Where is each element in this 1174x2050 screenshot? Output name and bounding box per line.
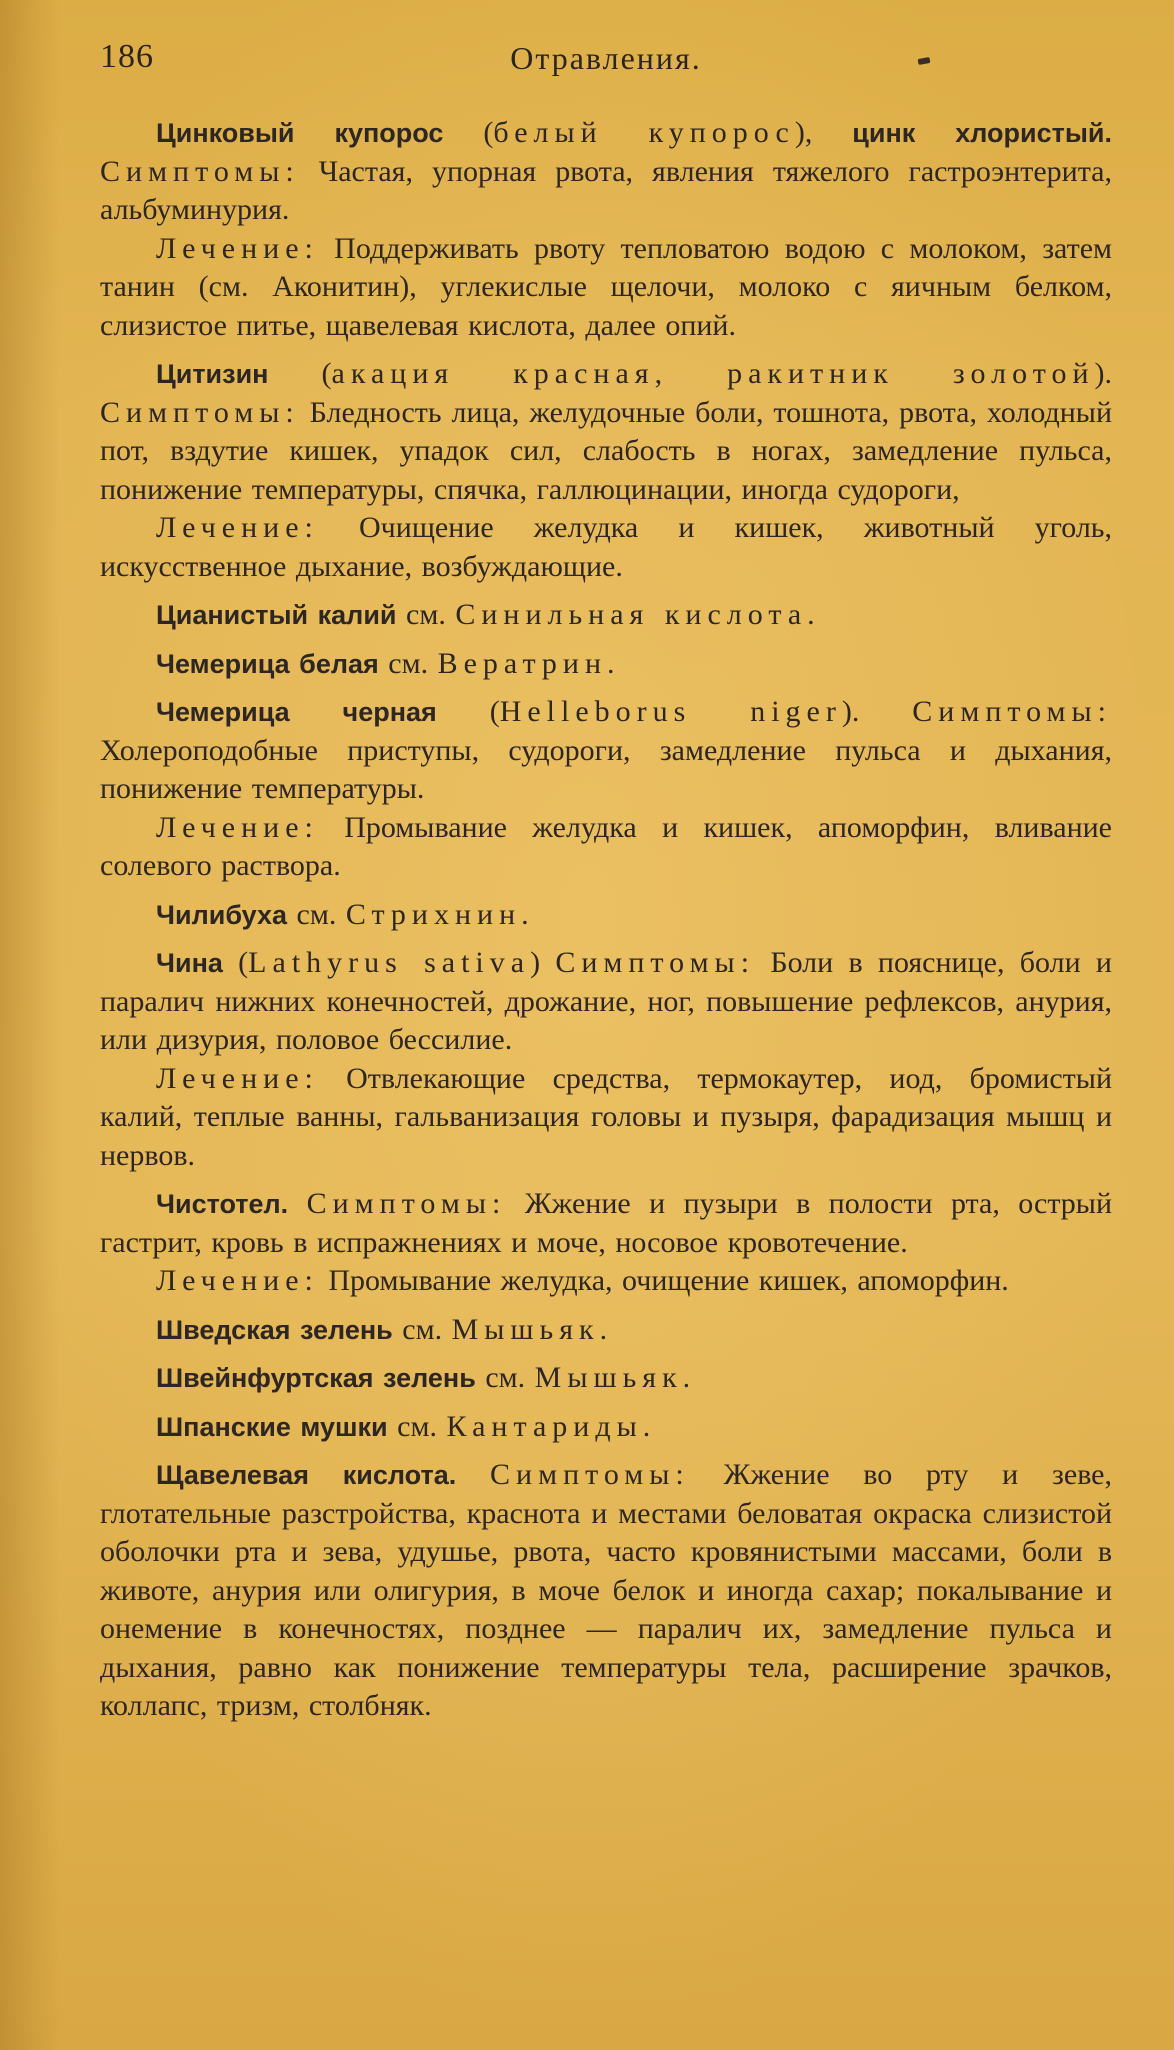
running-title: Отравления.	[510, 40, 702, 76]
spaced-text: Симптомы:	[555, 946, 756, 979]
body-text: ).	[841, 695, 913, 728]
spaced-text: белый купорос	[493, 116, 795, 149]
body-text: см.	[396, 598, 456, 631]
spaced-text: Синильная кислота.	[455, 598, 821, 631]
entry-term: Цианистый калий	[156, 600, 397, 630]
spaced-text: Вератрин.	[437, 646, 621, 680]
spaced-text: Стрихнин.	[345, 897, 535, 931]
spaced-text: акация красная, ракитник золотой	[331, 357, 1095, 390]
body-text: Отвлекающие средства, термокаутер, иод, бромистый калий, теплые ванны, гальванизация головы и пузыря, фарадизация мышц и нервов.	[100, 1061, 1112, 1172]
treatment-paragraph	[100, 1262, 1112, 1301]
entry-paragraph	[100, 1359, 1112, 1398]
entry-term: Чилибуха	[156, 899, 288, 930]
entry-term: Шпанские мушки	[156, 1411, 388, 1442]
spaced-text: Мышьяк.	[451, 1312, 614, 1346]
spaced-text: Симптомы:	[306, 1187, 507, 1220]
entry-term: Чемерица белая	[156, 648, 379, 679]
entry-term: Швейнфуртская зелень	[156, 1363, 476, 1393]
spaced-text: Лечение:	[156, 511, 319, 544]
spaced-text: Лечение:	[156, 1264, 319, 1297]
body-text: (	[443, 116, 494, 149]
entry-term: Чистотел.	[156, 1189, 289, 1219]
body-text: (	[268, 357, 332, 390]
spaced-text: Симптомы:	[912, 695, 1112, 728]
page-number: 186	[100, 38, 154, 75]
entry-paragraph	[100, 1456, 1112, 1726]
body-text: Промывание желудка и кишек, апоморфин, вливание солевого раствора.	[100, 810, 1112, 882]
body-text: (	[436, 695, 500, 728]
spaced-text: Кантариды.	[446, 1409, 657, 1443]
spaced-text: Лечение:	[156, 810, 319, 844]
entry-term: Цитизин	[156, 359, 269, 389]
body-text: Частая, упорная рвота, явления тяжелого гастроэнтерита, альбуминурия.	[100, 154, 1112, 226]
body-text: см.	[387, 1409, 447, 1443]
body-text: Боли в пояснице, боли и паралич нижних конечностей, дрожание, ног, повышение рефлексов, анурия, или дизурия, половое бессилие.	[100, 946, 1112, 1056]
entry-term: Шведская зелень	[156, 1314, 393, 1345]
spaced-text: Мышьяк.	[534, 1361, 697, 1394]
treatment-paragraph	[100, 230, 1112, 346]
treatment-paragraph	[100, 809, 1112, 886]
entry-paragraph	[100, 114, 1112, 230]
body-text: Жжение и пузыри в полости рта, острый гастрит, кровь в испражнениях и моче, носовое кровотечение.	[100, 1187, 1113, 1259]
entry-paragraph	[100, 1185, 1112, 1262]
entry-paragraph	[100, 596, 1112, 635]
body-text: Бледность лица, желудочные боли, тошнота, рвота, холодный пот, вздутие кишек, упадок сил, слабость в ногах, замедление пульса, понижение температуры, спячка, галлюцинации, иногда судороги,	[100, 395, 1112, 506]
entry-term: Чина	[156, 948, 223, 978]
entry-term-secondary: цинк хлористый.	[852, 118, 1112, 148]
body-text: см.	[392, 1312, 452, 1346]
body-text: Поддерживать рвоту тепловатою водою с молоком, затем танин (см. Аконитин), углекислые щелочи, молоко с яичным белком, слизистое питье, щавелевая кислота, далее опий.	[100, 231, 1112, 342]
body-text	[456, 1458, 490, 1491]
page-header	[100, 38, 1112, 88]
entry-term: Щавелевая кислота.	[156, 1460, 457, 1490]
entry-paragraph	[100, 1311, 1112, 1350]
entry-paragraph	[100, 693, 1112, 809]
body-text: Очищение желудка и кишек, животный уголь, искусственное дыхание, возбуждающие.	[100, 511, 1112, 583]
body-text: Холероподобные приступы, судороги, замедление пульса и дыхания, понижение температуры.	[100, 733, 1112, 805]
body-text: ).	[1094, 357, 1112, 390]
body-text	[288, 1187, 306, 1220]
body-text: см.	[287, 897, 346, 931]
spaced-text: Симптомы:	[490, 1458, 690, 1491]
entry-paragraph	[100, 645, 1112, 684]
entry-term: Цинковый купорос	[156, 118, 444, 148]
entry-paragraph	[100, 1408, 1112, 1447]
spaced-text: Симптомы:	[100, 395, 300, 429]
body-text: )	[530, 946, 556, 979]
treatment-paragraph	[100, 509, 1112, 586]
body-text: Жжение во рту и зеве, глотательные разстройства, краснота и местами беловатая окраска слизистой оболочки рта и зева, удушье, рвота, часто кровянистыми массами, боли в животе, анурия или олигурия, в моче белок и иногда сахар; покалывание и онемение в конечностях, позднее — паралич их, замедление пульса и дыхания, равно как понижение температуры тела, расширение зрачков, коллапс, тризм, столбняк.	[100, 1458, 1112, 1722]
spaced-text: Лечение:	[156, 231, 319, 265]
body-text: ),	[794, 116, 853, 149]
body-text: см.	[475, 1361, 535, 1394]
page-text	[100, 114, 1112, 1726]
entry-paragraph	[100, 355, 1112, 509]
treatment-paragraph	[100, 1060, 1112, 1176]
body-text: см.	[378, 646, 438, 680]
entry-term: Чемерица черная	[156, 697, 437, 727]
spaced-text: Лечение:	[156, 1061, 319, 1095]
body-text: Промывание желудка, очищение кишек, апоморфин.	[318, 1264, 1009, 1297]
spaced-text: Симптомы:	[100, 154, 300, 188]
spaced-text: Lathyrus sativa	[248, 946, 531, 979]
body-text: (	[222, 946, 249, 979]
entry-paragraph	[100, 944, 1112, 1060]
entry-paragraph	[100, 896, 1112, 935]
spaced-text: Helleborus niger	[499, 695, 842, 728]
